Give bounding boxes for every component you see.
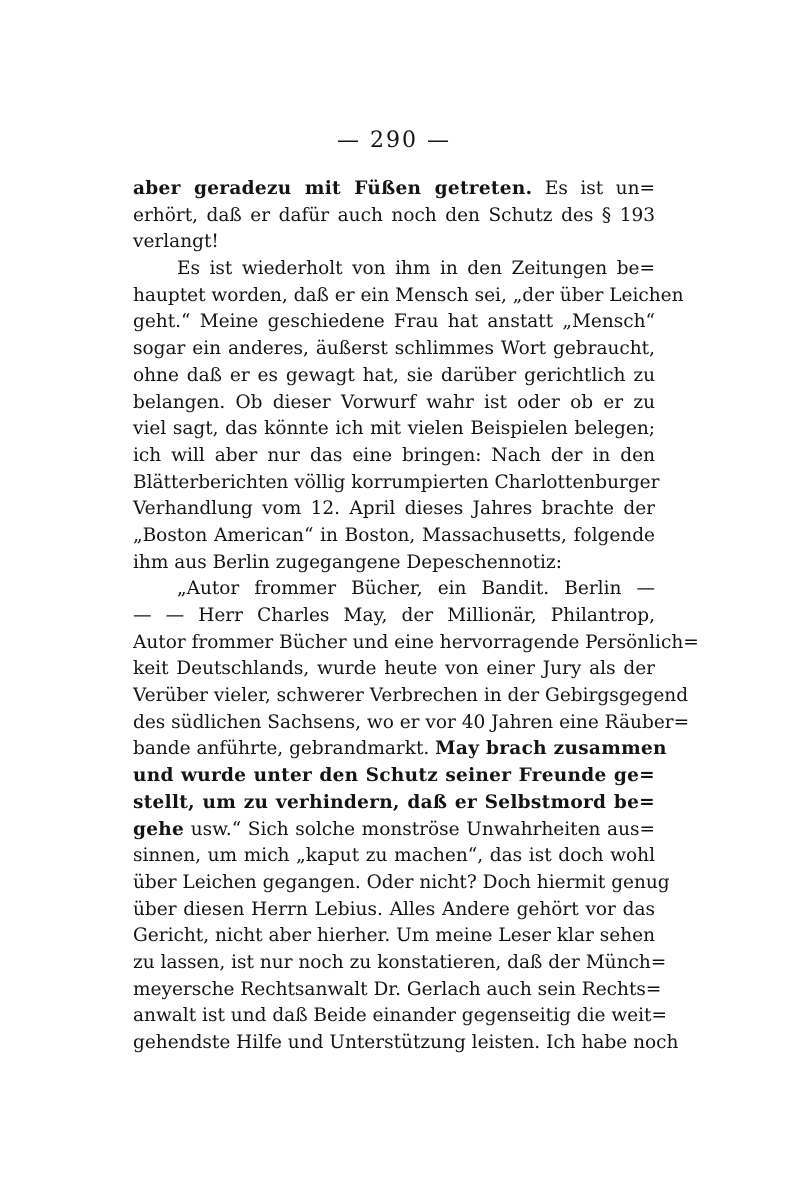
text-run: keit Deutschlands, wurde heute von einer Jury als der [133, 658, 655, 680]
text-run: Gericht, nicht aber hierher. Um meine Leser klar sehen [133, 925, 655, 947]
text-line [133, 1030, 679, 1057]
page-number: — 290 — [337, 128, 451, 153]
text-run: Autor frommer Bücher und eine hervorragende Persönlich= [133, 631, 699, 653]
text-run: hauptet worden, daß er ein Mensch sei, „der über Leichen [133, 284, 684, 306]
text-line [133, 523, 655, 550]
text-run: — — Herr Charles May, der Millionär, Philantrop, [133, 605, 655, 626]
text-line [133, 870, 670, 897]
text-run: ihm aus Berlin zugegangene Depeschennotiz: [133, 551, 562, 573]
text-run: meyersche Rechtsanwalt Dr. Gerlach auch sein Rechts= [133, 978, 662, 1000]
text-run: sogar ein anderes, äußerst schlimmes Wort gebraucht, [133, 338, 655, 360]
body-text [133, 176, 699, 1057]
emphasized-text: und wurde unter den Schutz seiner Freunde ge= [133, 765, 655, 787]
text-line [133, 256, 655, 283]
text-run: usw.“ Sich solche monströse Unwahrheiten aus= [184, 818, 655, 840]
text-line [133, 656, 655, 683]
text-run: Blätterberichten völlig korrumpierten Charlottenburger [133, 471, 660, 493]
text-line [133, 550, 655, 577]
text-line [133, 390, 655, 417]
text-run: gehendste Hilfe und Unterstützung leisten. Ich habe noch [133, 1032, 679, 1053]
text-line [133, 843, 655, 870]
text-line [133, 309, 655, 336]
text-line [133, 283, 684, 310]
text-run: bande anführte, gebrandmarkt. [133, 738, 436, 760]
text-line [133, 790, 655, 817]
text-line [133, 923, 655, 950]
text-run: des südlichen Sachsens, wo er vor 40 Jahren eine Räuber= [133, 711, 690, 733]
text-line [133, 950, 667, 977]
text-line [133, 363, 655, 390]
text-line [133, 496, 655, 523]
text-line [133, 176, 655, 203]
text-run: Es ist un= [532, 178, 655, 199]
text-run: Es ist wiederholt von ihm in den Zeitungen be= [177, 258, 655, 280]
text-run: viel sagt, das könnte ich mit vielen Beispielen belegen; [133, 418, 655, 440]
text-line [133, 736, 667, 763]
text-line [133, 336, 655, 363]
text-line [133, 229, 655, 256]
text-line [133, 977, 662, 1004]
text-run: anwalt ist und daß Beide einander gegenseitig die weit= [133, 1005, 667, 1027]
text-run: „Boston American“ in Boston, Massachusetts, folgende [133, 524, 655, 546]
text-line [133, 443, 655, 470]
emphasized-text: stellt, um zu verhindern, daß er Selbstmord be= [133, 791, 655, 813]
text-line [133, 683, 689, 710]
text-run: geht.“ Meine geschiedene Frau hat anstatt „Mensch“ [133, 311, 655, 333]
text-run: sinnen, um mich „kaput zu machen“, das ist doch wohl [133, 845, 655, 867]
text-run: Verüber vieler, schwerer Verbrechen in der Gebirgsgegend [133, 685, 689, 707]
text-run: zu lassen, ist nur noch zu konstatieren, daß der Münch= [133, 951, 667, 973]
text-line [133, 897, 655, 924]
text-line [133, 470, 660, 497]
text-run: „Autor frommer Bücher, ein Bandit. Berlin — [177, 578, 655, 600]
text-line [133, 203, 655, 230]
text-run: Verhandlung vom 12. April dieses Jahres brachte der [133, 498, 655, 520]
text-run: erhört, daß er dafür auch noch den Schutz des § 193 [133, 204, 655, 226]
text-run: verlangt! [133, 231, 219, 253]
text-line [133, 603, 655, 630]
text-run: ohne daß er es gewagt hat, sie darüber gerichtlich zu [133, 364, 655, 386]
emphasized-text: May brach zusammen [435, 738, 667, 760]
emphasized-text: gehe [133, 818, 185, 840]
text-line [133, 710, 690, 737]
text-line [133, 576, 655, 603]
text-run: ich will aber nur das eine bringen: Nach der in den [133, 444, 655, 466]
text-run: belangen. Ob dieser Vorwurf wahr ist oder ob er zu [133, 391, 655, 413]
text-line [133, 630, 699, 657]
text-line [133, 763, 655, 790]
text-run: über Leichen gegangen. Oder nicht? Doch hiermit genug [133, 871, 670, 893]
text-run: über diesen Herrn Lebius. Alles Andere gehört vor das [133, 898, 655, 920]
text-line [133, 1003, 667, 1030]
text-line [133, 817, 655, 844]
emphasized-text: aber geradezu mit Füßen getreten. [133, 178, 533, 199]
text-line [133, 416, 655, 443]
